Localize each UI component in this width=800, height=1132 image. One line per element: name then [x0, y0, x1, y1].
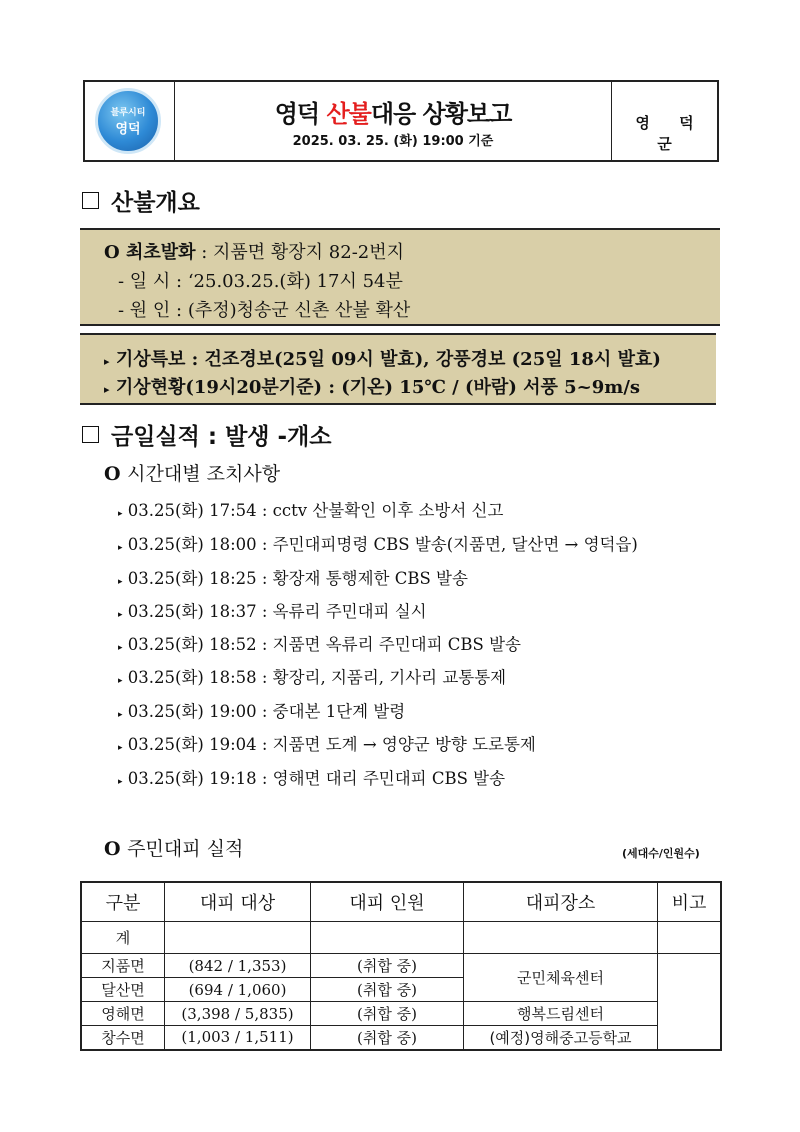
weather-status: ▸ 기상현황(19시20분기준) : (기온) 15℃ / (바람) 서풍 5~9m/s — [104, 377, 641, 398]
evac-table — [80, 881, 722, 1051]
report-header — [83, 80, 719, 162]
timeline-item: ▸ 03.25(화) 18:25 : 황장재 통행제한 CBS 발송 — [118, 569, 468, 588]
total-label: 계 — [81, 922, 165, 954]
overview-datetime: - 일 시 : ‘25.03.25.(화) 17시 54분 — [118, 271, 403, 292]
timeline-item: ▸ 03.25(화) 18:52 : 지품면 옥류리 주민대피 CBS 발송 — [118, 635, 521, 654]
report-date: 2025. 03. 25. (화) 19:00 기준 — [292, 134, 494, 149]
section-overview-heading: 산불개요 — [82, 184, 200, 217]
evac-heading: O 주민대피 실적 — [104, 838, 244, 860]
weather-box — [80, 333, 716, 405]
weather-warning: ▸ 기상특보 : 건조경보(25일 09시 발효), 강풍경보 (25일 18시 발효) — [104, 349, 661, 370]
logo-text-top: 블루시티 — [110, 108, 146, 118]
section-results-heading: 금일실적 : 발생 -개소 — [82, 418, 332, 451]
table-cell — [464, 922, 658, 954]
col-header: 비고 — [658, 882, 722, 922]
timeline-item: ▸ 03.25(화) 18:00 : 주민대피명령 CBS 발송(지품면, 달산면 → 영덕읍) — [118, 535, 638, 554]
timeline-item: ▸ 03.25(화) 18:58 : 황장리, 지품리, 기사리 교통통제 — [118, 668, 507, 687]
table-row: 창수면 (1,003 / 1,511) (취합 중) (예정)영해중고등학교 — [81, 1026, 721, 1050]
table-row: 영해면 (3,398 / 5,835) (취합 중) 행복드림센터 — [81, 1002, 721, 1026]
logo-cell — [85, 82, 175, 160]
yeongdeok-logo — [95, 88, 161, 154]
col-header: 구분 — [81, 882, 165, 922]
evac-place: 행복드림센터 — [464, 1002, 658, 1026]
timeline-item: ▸ 03.25(화) 18:37 : 옥류리 주민대피 실시 — [118, 602, 427, 621]
col-header: 대피 인원 — [311, 882, 464, 922]
col-header: 대피장소 — [464, 882, 658, 922]
evac-place: 군민체육센터 — [464, 954, 658, 1002]
table-cell — [311, 922, 464, 954]
remarks-cell — [658, 954, 722, 1050]
evac-place: (예정)영해중고등학교 — [464, 1026, 658, 1050]
table-row: 지품면 (842 / 1,353) (취합 중) 군민체육센터 — [81, 954, 721, 978]
table-header-row — [81, 882, 721, 922]
logo-text-bottom: 영덕 — [115, 122, 141, 137]
evac-unit-note: (세대수/인원수) — [622, 847, 700, 860]
overview-box — [80, 228, 720, 326]
checkbox-square-icon — [82, 426, 99, 443]
county-name: 영 덕 군 — [635, 114, 706, 153]
table-row: 달산면 (694 / 1,060) (취합 중) — [81, 978, 721, 1002]
table-cell — [165, 922, 311, 954]
timeline-heading: O 시간대별 조치사항 — [104, 463, 281, 485]
report-title: 영덕 산불대응 상황보고 — [274, 100, 512, 128]
overview-first-ignition: O 최초발화 : 지품면 황장지 82-2번지 — [104, 242, 405, 263]
timeline-item: ▸ 03.25(화) 19:18 : 영해면 대리 주민대피 CBS 발송 — [118, 769, 506, 788]
table-row-total — [81, 922, 721, 954]
timeline-item: ▸ 03.25(화) 19:00 : 중대본 1단계 발령 — [118, 702, 406, 721]
checkbox-square-icon — [82, 192, 99, 209]
timeline-item: ▸ 03.25(화) 19:04 : 지품면 도계 → 영양군 방향 도로통제 — [118, 735, 536, 754]
table-cell — [658, 922, 722, 954]
overview-cause: - 원 인 : (추정)청송군 신촌 산불 확산 — [118, 300, 411, 321]
timeline-item: ▸ 03.25(화) 17:54 : cctv 산불확인 이후 소방서 신고 — [118, 501, 504, 520]
col-header: 대피 대상 — [165, 882, 311, 922]
